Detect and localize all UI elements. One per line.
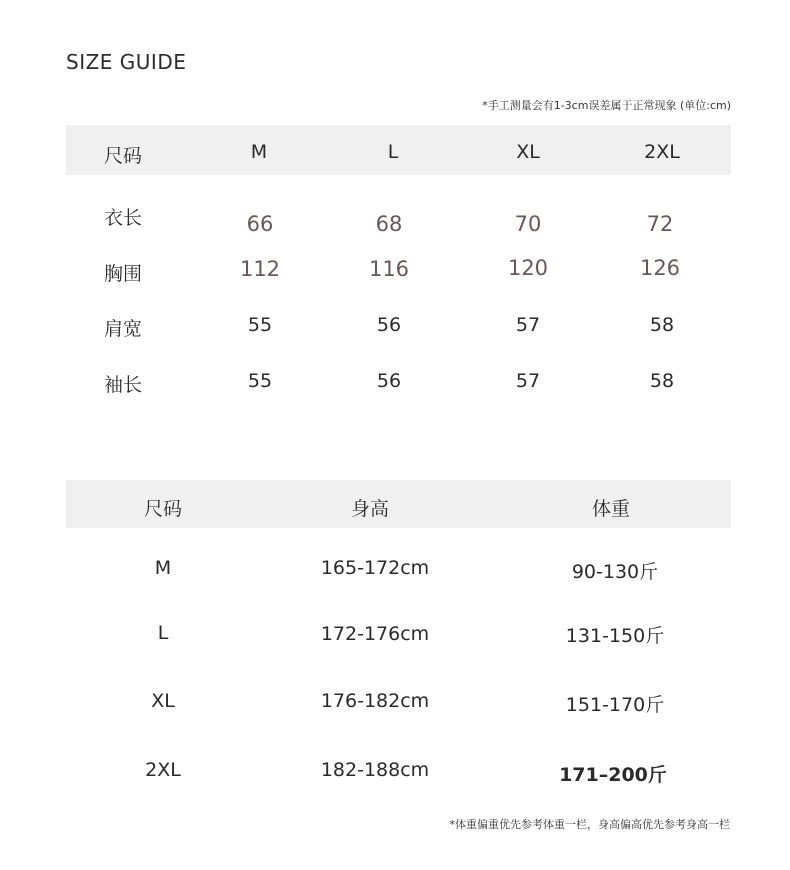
row-label-length: 衣长 [104, 207, 143, 229]
row-label-shoulder: 肩宽 [104, 318, 143, 340]
fit-header-size: 尺码 [143, 498, 183, 520]
table-cell: 68 [375, 212, 403, 236]
size-header-2xl: 2XL [644, 141, 680, 163]
table-cell: 151-170斤 [565, 694, 665, 716]
table-cell: 171–200斤 [559, 764, 667, 786]
table-cell: 57 [515, 314, 541, 336]
table-cell: 126 [639, 256, 681, 280]
table-cell: 116 [368, 257, 410, 281]
table-cell: 112 [239, 257, 281, 281]
table-cell: 70 [514, 212, 542, 236]
fit-note: *体重偏重优先参考体重一栏，身高偏高优先参考身高一栏 [449, 818, 730, 831]
table-cell: L [157, 622, 169, 644]
size-header-label: 尺码 [104, 145, 143, 167]
table-cell: 55 [247, 370, 273, 392]
table-cell: XL [151, 690, 175, 712]
row-label-sleeve: 袖长 [104, 374, 143, 396]
size-header-xl: XL [516, 141, 540, 163]
table-cell: 172-176cm [320, 623, 430, 645]
table-cell: 56 [376, 370, 402, 392]
size-header-l: L [387, 141, 399, 163]
table-cell: 55 [247, 314, 273, 336]
size-header-m: M [250, 141, 268, 163]
fit-header-weight: 体重 [591, 498, 631, 520]
table-cell: 72 [646, 212, 674, 236]
table-cell: 131-150斤 [565, 625, 665, 647]
table-cell: 57 [515, 370, 541, 392]
table-cell: 90-130斤 [571, 561, 659, 583]
table-cell: 120 [507, 256, 549, 280]
fit-header-height: 身高 [350, 498, 390, 520]
table-cell: 182-188cm [320, 759, 430, 781]
table-cell: 56 [376, 314, 402, 336]
table-cell: 165-172cm [320, 557, 430, 579]
row-label-chest: 胸围 [104, 263, 143, 285]
table-cell: 66 [246, 212, 274, 236]
table-cell: 58 [649, 370, 675, 392]
table-cell: M [154, 557, 172, 579]
measurement-note: *手工测量会有1-3cm误差属于正常现象 (单位:cm) [482, 99, 731, 112]
table-cell: 2XL [145, 759, 181, 781]
table-cell: 176-182cm [320, 690, 430, 712]
page-title: SIZE GUIDE [66, 50, 187, 74]
table-cell: 58 [649, 314, 675, 336]
